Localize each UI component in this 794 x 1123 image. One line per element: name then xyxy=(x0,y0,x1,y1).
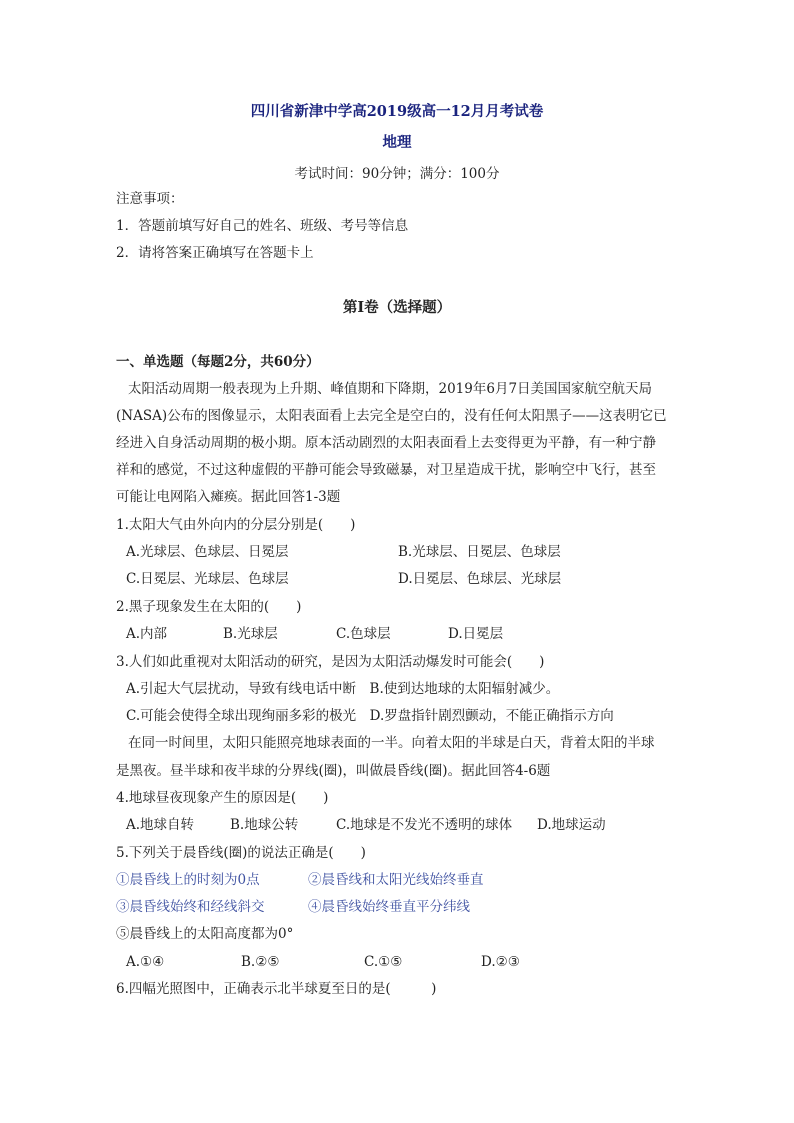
q5-statement-4: ④晨昏线始终垂直平分纬线 xyxy=(308,899,470,915)
q5-option-a: A.①④ xyxy=(126,954,165,970)
section-title: 第I卷（选择题） xyxy=(342,299,452,316)
q5-statement-2: ②晨昏线和太阳光线始终垂直 xyxy=(308,872,484,888)
passage2-line-2: 是黑夜。昼半球和夜半球的分界线(圈)，叫做晨昏线(圈)。据此回答4-6题 xyxy=(116,763,551,779)
q4-option-d: D.地球运动 xyxy=(537,817,606,833)
subject-title: 地理 xyxy=(382,134,412,151)
note-item-2: 2．请将答案正确填写在答题卡上 xyxy=(116,245,314,261)
q4-stem: 4.地球昼夜现象产生的原因是( ) xyxy=(116,790,329,806)
q1-option-a: A.光球层、色球层、日冕层 xyxy=(126,544,289,560)
passage1-line-5: 可能让电网陷入瘫痪。据此回答1-3题 xyxy=(116,489,341,505)
q3-stem: 3.人们如此重视对太阳活动的研究，是因为太阳活动爆发时可能会( ) xyxy=(116,654,545,670)
passage1-line-1: 太阳活动周期一般表现为上升期、峰值期和下降期，2019年6月7日美国国家航空航天局 xyxy=(128,381,653,397)
q2-option-d: D.日冕层 xyxy=(448,626,504,642)
q1-option-d: D.日冕层、色球层、光球层 xyxy=(398,571,562,587)
passage1-line-2: (NASA)公布的图像显示，太阳表面看上去完全是空白的，没有任何太阳黑子——这表明它已 xyxy=(116,408,667,424)
notes-heading: 注意事项： xyxy=(116,191,184,207)
q5-option-c: C.①⑤ xyxy=(364,954,403,970)
q4-option-a: A.地球自转 xyxy=(126,817,195,833)
q1-option-b: B.光球层、日冕层、色球层 xyxy=(398,544,561,560)
q5-statement-3: ③晨昏线始终和经线斜交 xyxy=(116,899,265,915)
passage2-line-1: 在同一时间里，太阳只能照亮地球表面的一半。向着太阳的半球是白天，背着太阳的半球 xyxy=(128,735,655,751)
q3-options-ab: A.引起大气层扰动，导致有线电话中断 B.使到达地球的太阳辐射减少。 xyxy=(126,681,560,697)
q4-option-b: B.地球公转 xyxy=(230,817,299,833)
q5-option-b: B.②⑤ xyxy=(241,954,280,970)
q4-option-c: C.地球是不发光不透明的球体 xyxy=(336,817,513,833)
passage1-line-4: 祥和的感觉，不过这种虚假的平静可能会导致磁暴，对卫星造成干扰，影响空中飞行，甚至 xyxy=(116,462,656,478)
q2-option-b: B.光球层 xyxy=(223,626,278,642)
q3-options-cd: C.可能会使得全球出现绚丽多彩的极光 D.罗盘指针剧烈颤动，不能正确指示方向 xyxy=(126,708,614,724)
q2-option-c: C.色球层 xyxy=(336,626,391,642)
q5-stem: 5.下列关于晨昏线(圈)的说法正确是( ) xyxy=(116,845,366,861)
note-item-1: 1．答题前填写好自己的姓名、班级、考号等信息 xyxy=(116,218,409,234)
exam-title: 四川省新津中学高2019级高一12月月考试卷 xyxy=(250,103,544,120)
passage1-line-3: 经进入自身活动周期的极小期。原本活动剧烈的太阳表面看上去变得更为平静，有一种宁静 xyxy=(116,435,656,451)
q1-stem: 1.太阳大气由外向内的分层分别是( ) xyxy=(116,517,356,533)
q5-statement-5: ⑤晨昏线上的太阳高度都为0° xyxy=(116,926,294,942)
q1-option-c: C.日冕层、光球层、色球层 xyxy=(126,571,289,587)
q5-statement-1: ①晨昏线上的时刻为0点 xyxy=(116,872,260,888)
q2-option-a: A.内部 xyxy=(126,626,168,642)
part-title: 一、单选题（每题2分，共60分） xyxy=(116,354,320,370)
q6-stem: 6.四幅光照图中，正确表示北半球夏至日的是( ) xyxy=(116,981,437,997)
exam-info: 考试时间：90分钟；满分：100分 xyxy=(294,166,500,182)
q2-stem: 2.黑子现象发生在太阳的( ) xyxy=(116,599,302,615)
q5-option-d: D.②③ xyxy=(481,954,520,970)
